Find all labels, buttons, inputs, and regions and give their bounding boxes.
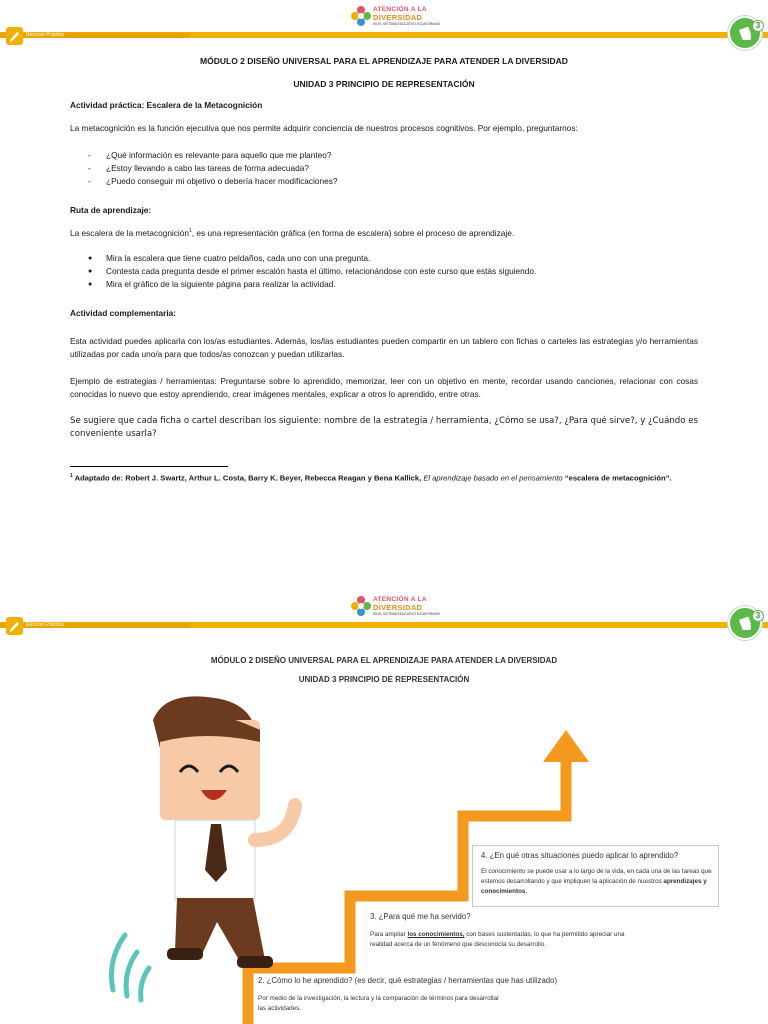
list-item: ● Mira la escalera que tiene cuatro peldaños, cada uno con una pregunta. (88, 252, 708, 265)
unit-badge (728, 16, 762, 50)
step-3-text-b: con bases sustentadas, lo que ha permitido apreciar una realidad acerca de un fenómeno que desconocía su desarrollo. (370, 931, 625, 948)
logo-line-1: ATENCIÓN A LA (373, 6, 427, 13)
module-title: MÓDULO 2 DISEÑO UNIVERSAL PARA EL APRENDIZAJE PARA ATENDER LA DIVERSIDAD (200, 56, 568, 66)
step-4-body (481, 867, 713, 897)
module-title: MÓDULO 2 DISEÑO UNIVERSAL PARA EL APRENDIZAJE PARA ATENDER LA DIVERSIDAD (210, 656, 558, 665)
logo-line-3: EN EL SISTEMA EDUCATIVO ECUATORIANO (373, 612, 441, 616)
route-text-b: , es una representación gráfica (en forma de escalera) sobre el proceso de aprendizaje. (191, 227, 515, 238)
complementary-paragraph-2: Ejemplo de estrategias / herramientas: Preguntarse sobre lo aprendido, memorizar, leer con un objetivo en mente, recordar usando canciones, relacionar con cosas conocidas lo nuevo que estoy aprendiendo, crear imágenes mentales, explicar a otros lo aprendido, entre otras. (70, 376, 698, 399)
footnote (70, 470, 698, 485)
logo-line-1: ATENCIÓN A LA (373, 596, 427, 603)
route-heading: Ruta de aprendizaje: (70, 205, 152, 215)
step-4-box (472, 845, 719, 907)
complementary-paragraph-1: Esta actividad puedes aplicarla con los/as estudiantes. Además, los/las estudiantes pueden compartir en un tablero con fichas o carteles las estrategias y/o herramientas utilizadas por cada uno/a para que todos/as conozcan y puedan utilizarlas. (70, 336, 698, 359)
list-item: ● Contesta cada pregunta desde el primer escalón hasta el último, relacionándose con este curso que estás siguiendo. (88, 265, 708, 278)
complementary-paragraph-3: Se sugiere que cada ficha o cartel describan los siguiente: nombre de la estrategia / herramienta, ¿Cómo se usa?, ¿Para qué sirve?, y ¿Cuándo es conveniente usarla? (70, 416, 698, 439)
footnote-number: 1 (70, 473, 73, 479)
logo-line-3: EN EL SISTEMA EDUCATIVO ECUATORIANO (373, 22, 441, 26)
logo-line-2: DIVERSIDAD (373, 603, 423, 612)
list-item: - ¿Puedo conseguir mi objetivo o debería hacer modificaciones? (88, 175, 688, 188)
unit-title: UNIDAD 3 PRINCIPIO DE REPRESENTACIÓN (293, 79, 475, 89)
step-4-title: 4. ¿En qué otras situaciones puedo aplicar lo aprendido? (481, 851, 679, 860)
step-4-text-bold: aprendizajes y conocimientos (481, 878, 707, 895)
footnote-title: El aprendizaje basado en el pensamiento (423, 473, 563, 483)
header-tag: Recurso Práctico (26, 622, 65, 628)
route-text-a: La escalera de la metacognición (70, 227, 189, 238)
page-gap (0, 555, 768, 590)
intro-paragraph: La metacognición es la función ejecutiva que nos permite adquirir conciencia de nuestros procesos cognitivos. Por ejemplo, preguntarnos: (70, 123, 578, 133)
step-3-title: 3. ¿Para qué me ha servido? (370, 912, 471, 921)
footnote-divider (70, 466, 228, 467)
unit-title: UNIDAD 3 PRINCIPIO DE REPRESENTACIÓN (298, 675, 470, 684)
activity-heading: Actividad práctica: Escalera de la Metacognición (70, 100, 263, 110)
unit-number: 3 (752, 610, 764, 622)
step-2-body: Por medio de la investigación, la lectura y la comparación de términos para desarrollar las actividades. (258, 995, 500, 1012)
list-item: - ¿Qué información es relevante para aquello que me planteo? (88, 149, 688, 162)
step-3-text-underlined: los conocimientos, (407, 931, 465, 938)
step-4-text-a: El conocimiento se puede usar a lo largo de la vida, en cada una de las tareas que estemos desarrollando y que impliquen la aplicación de nuestros (481, 868, 712, 885)
questions-list (88, 149, 688, 188)
step-4-text-b: . (525, 888, 528, 895)
footnote-text-b: “escalera de metacognición”. (564, 473, 672, 483)
list-item: - ¿Estoy llevando a cabo las tareas de forma adecuada? (88, 162, 688, 175)
step-3-box (360, 908, 635, 966)
step-3-body (370, 930, 635, 950)
flower-icon (351, 6, 371, 26)
pencil-icon (6, 27, 23, 45)
document-page-2 (0, 590, 768, 1024)
header-tag: Recurso Práctico (26, 32, 65, 38)
complementary-heading: Actividad complementaria: (70, 308, 177, 318)
step-2-title: 2. ¿Cómo lo he aprendido? (es decir, qué estrategias / herramientas que has utilizado) (258, 976, 558, 985)
page-header (0, 0, 768, 52)
step-2-box (248, 972, 630, 1024)
arrow-up-icon (543, 730, 589, 762)
list-item: ● Mira el gráfico de la siguiente página para realizar la actividad. (88, 278, 708, 291)
route-paragraph (70, 225, 710, 240)
diversidad-logo (351, 4, 441, 30)
footnote-text-a: Adaptado de: Robert J. Swartz, Arthur L. Costa, Barry K. Beyer, Rebecca Reagan y Bena Kallick, (74, 473, 422, 483)
steps-list (88, 252, 708, 291)
logo-line-2: DIVERSIDAD (373, 13, 423, 22)
unit-number: 3 (752, 20, 764, 32)
step-3-text-a: Para ampliar (370, 931, 406, 938)
footnote-ref: 1 (189, 228, 192, 234)
